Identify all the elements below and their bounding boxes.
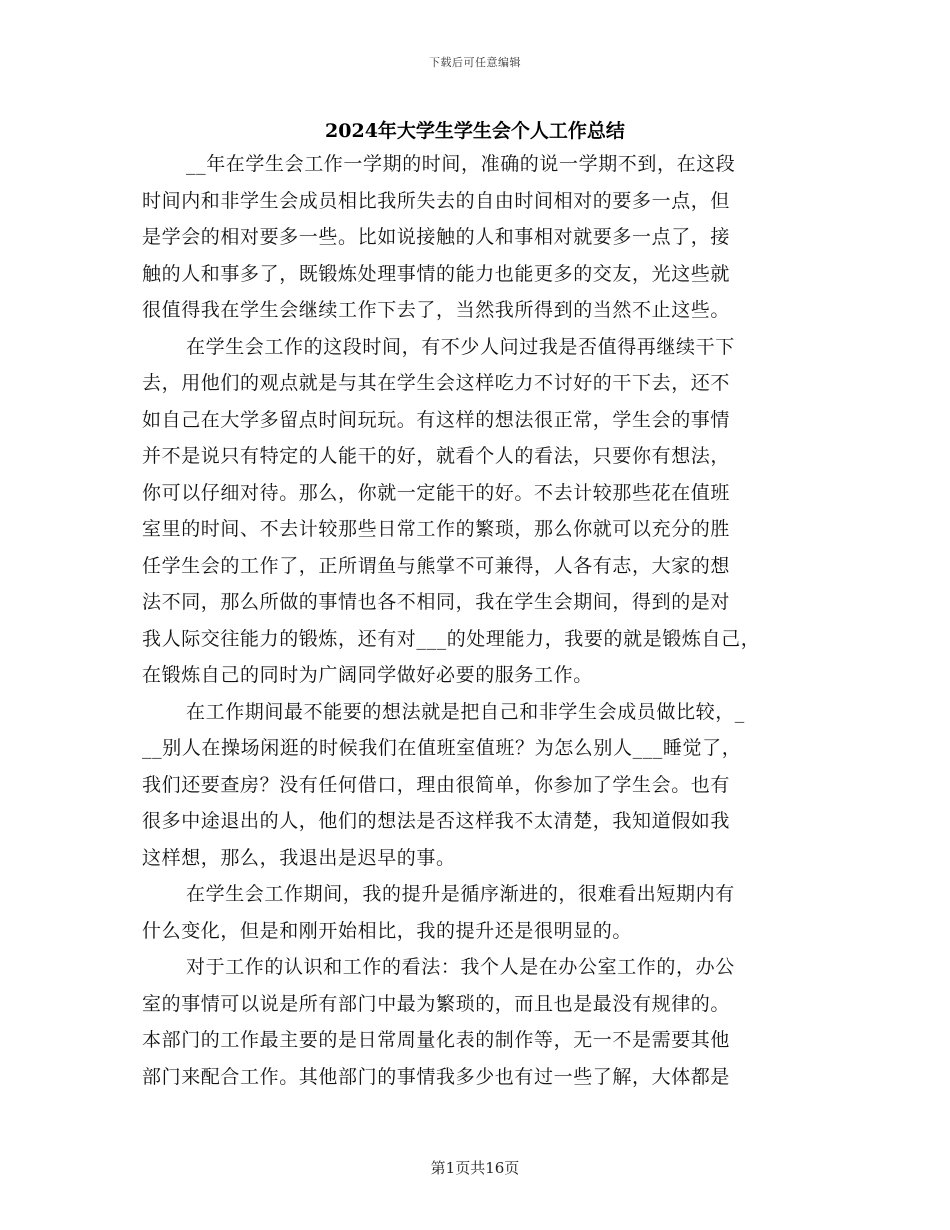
paragraph-1-line-5: 很值得我在学生会继续工作下去了，当然我所得到的当然不止这些。 xyxy=(142,299,731,321)
paragraph-1-line-3: 是学会的相对要多一些。比如说接触的人和事相对就要多一点了，接 xyxy=(142,226,731,248)
paragraph-2-line-4: 并不是说只有特定的人能干的好，就看个人的看法，只要你有想法， xyxy=(142,445,731,467)
paragraph-3-line-5: 这样想，那么，我退出是迟早的事。 xyxy=(142,846,456,869)
document-title: 2024年大学生学生会个人工作总结 xyxy=(325,120,625,142)
document-body xyxy=(142,146,822,1095)
paragraph-2-line-5: 你可以仔细对待。那么，你就一定能干的好。不去计较那些花在值班 xyxy=(142,481,731,504)
page-header-note: 下载后可任意编辑 xyxy=(429,56,521,69)
paragraph-3-line-4: 很多中途退出的人，他们的想法是否这样我不太清楚，我知道假如我 xyxy=(142,810,731,832)
paragraph-3-line-1: 在工作期间最不能要的想法就是把自己和非学生会成员做比较，_ xyxy=(186,700,745,723)
paragraph-2-line-2: 去，用他们的观点就是与其在学生会这样吃力不讨好的干下去，还不 xyxy=(142,372,731,394)
paragraph-5-line-2: 室的事情可以说是所有部门中最为繁琐的，而且也是最没有规律的。 xyxy=(142,992,731,1015)
paragraph-3-line-2: __别人在操场闲逛的时候我们在值班室值班？为怎么别人___睡觉了， xyxy=(142,737,742,759)
paragraph-4-line-1: 在学生会工作期间，我的提升是循序渐进的，很难看出短期内有 xyxy=(186,883,735,905)
paragraph-2-line-10: 在锻炼自己的同时为广阔同学做好必要的服务工作。 xyxy=(142,664,593,686)
paragraph-2-line-8: 法不同，那么所做的事情也各不相同，我在学生会期间，得到的是对 xyxy=(142,591,731,613)
paragraph-3-line-3: 我们还要查房？没有任何借口，理由很简单，你参加了学生会。也有 xyxy=(142,773,731,796)
paragraph-5-line-3: 本部门的工作最主要的是日常周量化表的制作等，无一不是需要其他 xyxy=(142,1029,731,1051)
paragraph-4-line-2: 什么变化，但是和刚开始相比，我的提升还是很明显的。 xyxy=(142,919,633,942)
paragraph-1-line-2: 时间内和非学生会成员相比我所失去的自由时间相对的要多一点，但 xyxy=(142,189,731,212)
paragraph-1-line-4: 触的人和事多了，既锻炼处理事情的能力也能更多的交友，光这些就 xyxy=(142,262,731,285)
paragraph-5-line-1: 对于工作的认识和工作的看法：我个人是在办公室工作的，办公 xyxy=(186,956,735,978)
paragraph-2-line-7: 任学生会的工作了，正所谓鱼与熊掌不可兼得，人各有志，大家的想 xyxy=(142,554,731,577)
page-number-footer: 第1页共16页 xyxy=(430,1159,520,1177)
paragraph-2-line-6: 室里的时间、不去计较那些日常工作的繁琐，那么你就可以充分的胜 xyxy=(142,518,731,540)
paragraph-5-line-4: 部门来配合工作。其他部门的事情我多少也有过一些了解，大体都是 xyxy=(142,1065,731,1088)
paragraph-2-line-1: 在学生会工作的这段时间，有不少人问过我是否值得再继续干下 xyxy=(186,335,735,358)
paragraph-2-line-9: 我人际交往能力的锻炼，还有对___的处理能力，我要的就是锻炼自己， xyxy=(142,627,761,650)
paragraph-1-line-1: __年在学生会工作一学期的时间，准确的说一学期不到，在这段 xyxy=(186,153,736,175)
paragraph-2-line-3: 如自己在大学多留点时间玩玩。有这样的想法很正常，学生会的事情 xyxy=(142,408,731,431)
